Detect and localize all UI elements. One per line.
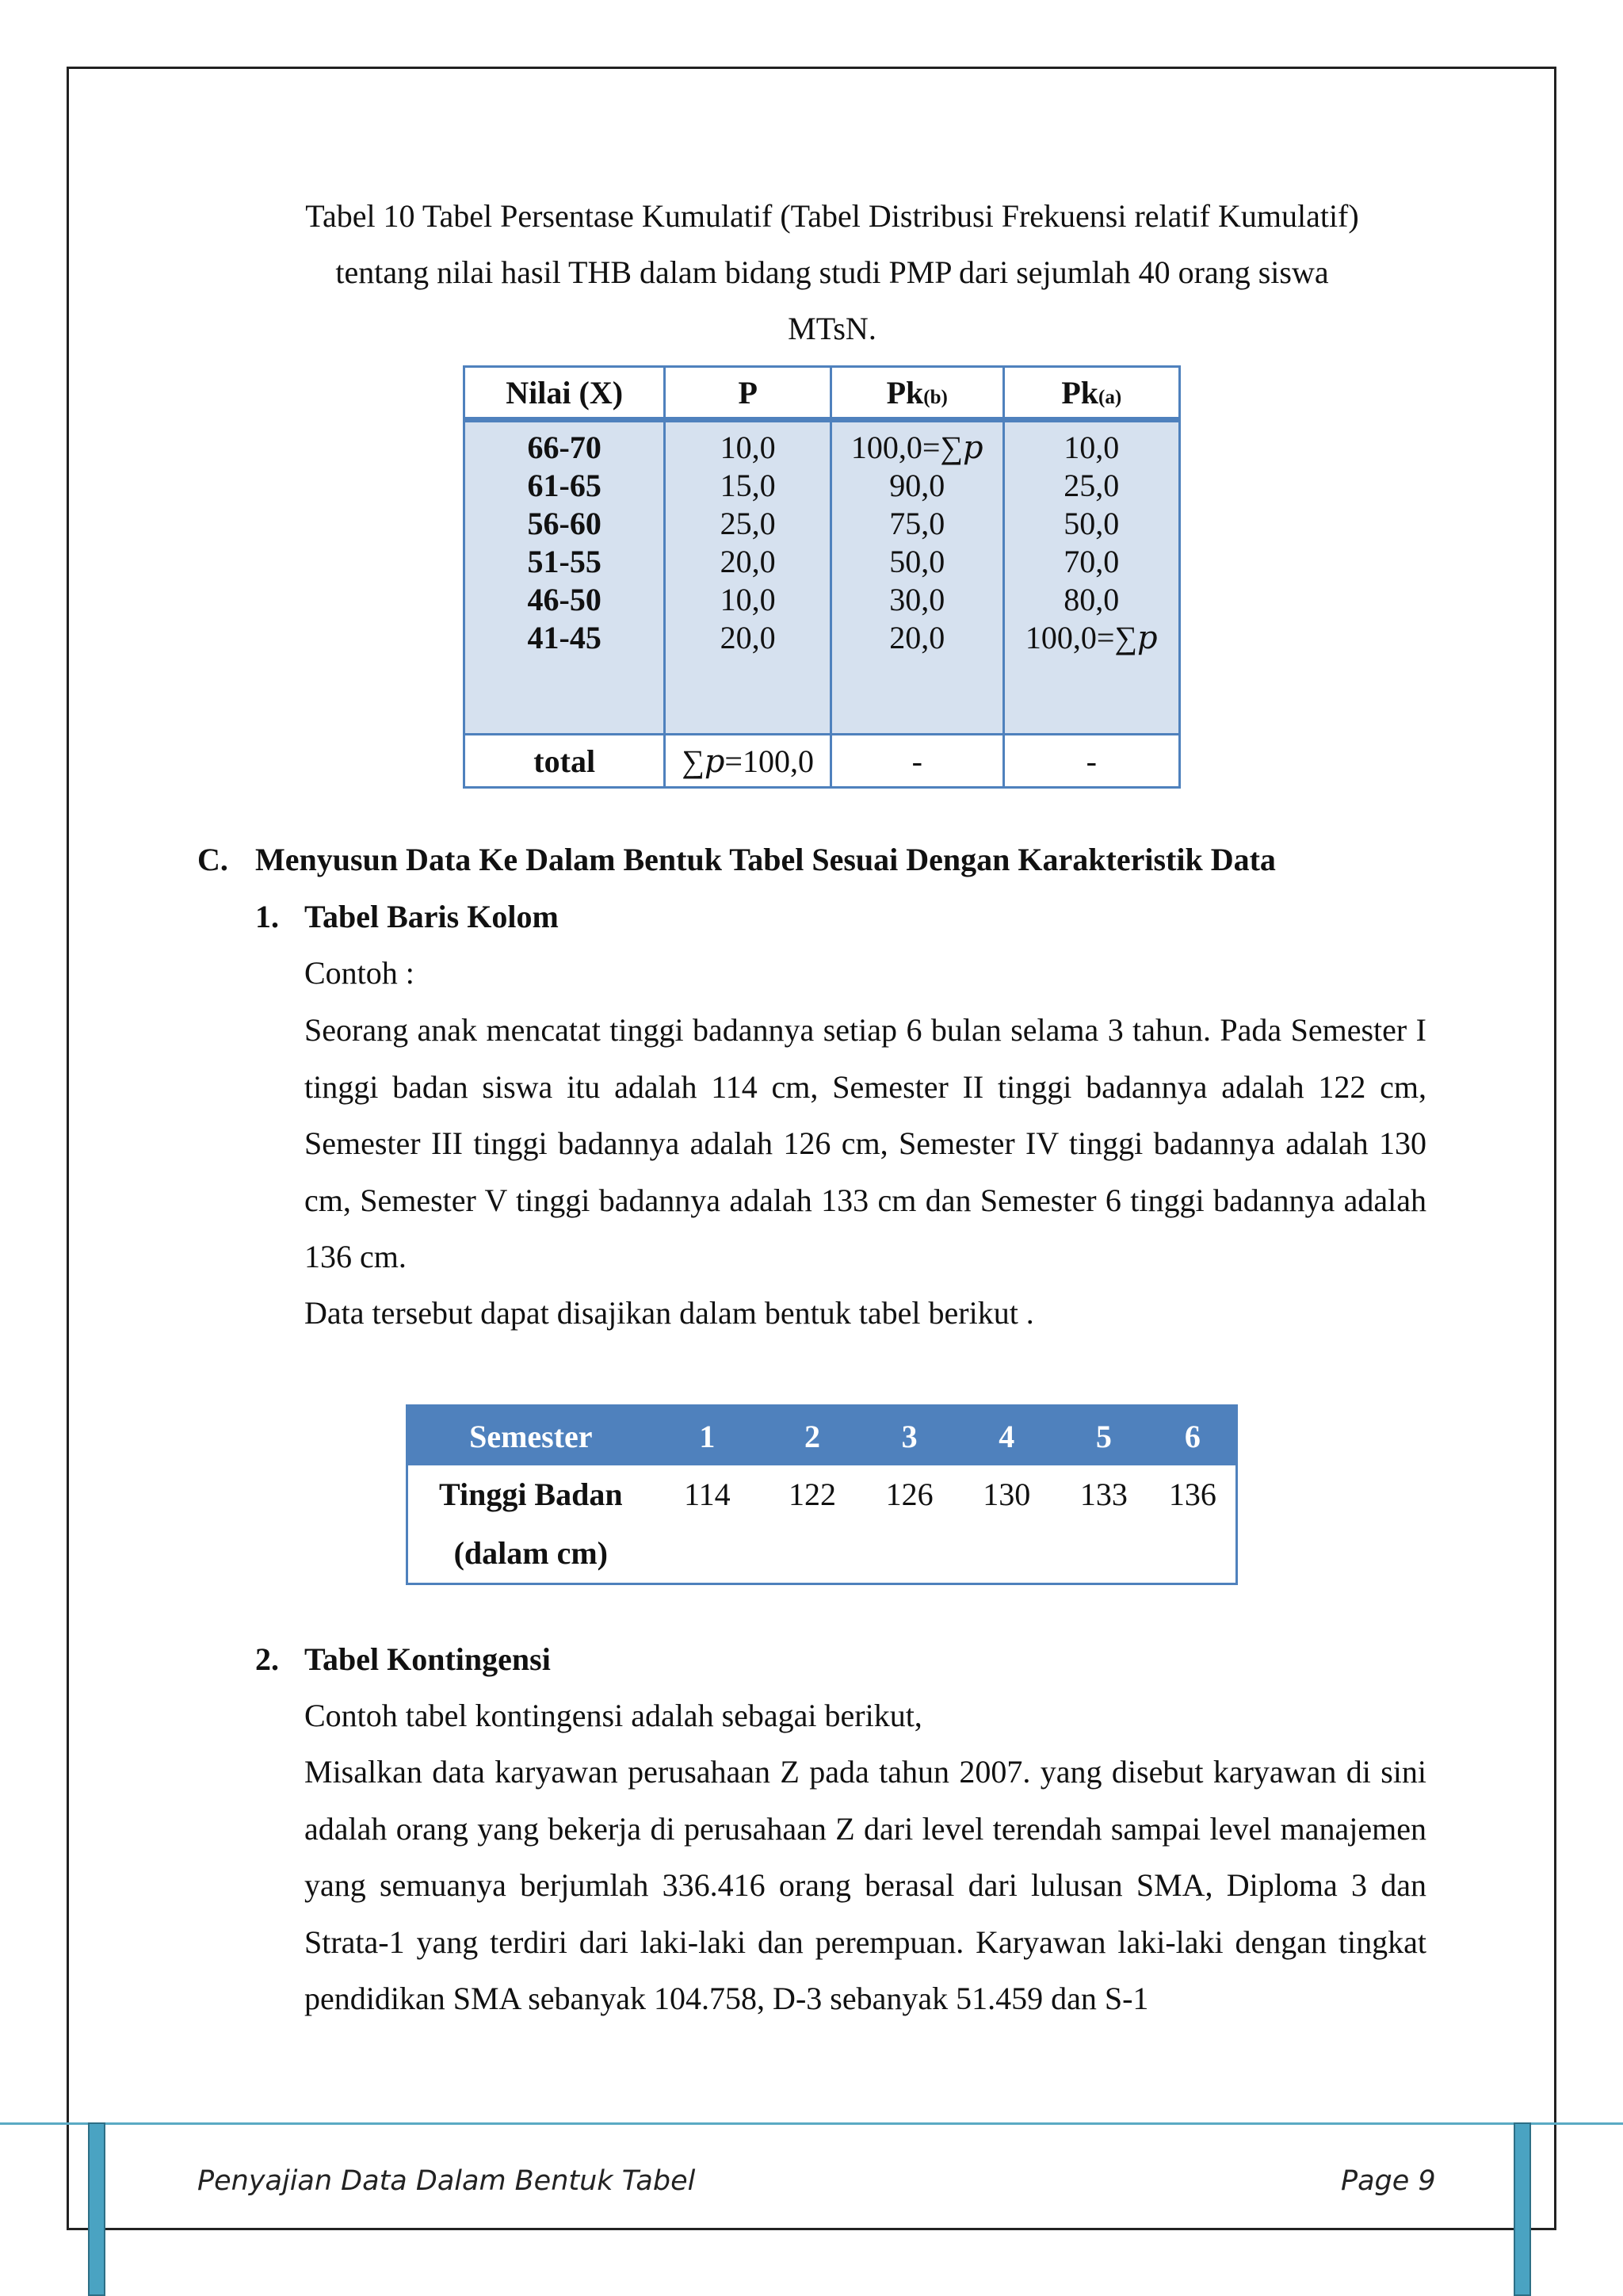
height-row bbox=[407, 1465, 1237, 1584]
header-pka: Pk(a) bbox=[1003, 367, 1180, 420]
height-value: 126 bbox=[885, 1477, 934, 1512]
table-caption bbox=[238, 188, 1426, 357]
table-cell: 15,0 bbox=[720, 468, 776, 503]
semester-header-row bbox=[407, 1406, 1237, 1466]
footer-rule bbox=[0, 2122, 1623, 2125]
cumulative-percentage-table bbox=[463, 365, 1181, 789]
semester-number: 4 bbox=[955, 1406, 1058, 1466]
footer-bar-right bbox=[1514, 2122, 1531, 2296]
pkb-column bbox=[831, 420, 1003, 735]
table-cell: 46-50 bbox=[527, 582, 601, 617]
table-total-row bbox=[464, 735, 1180, 788]
semester-number: 5 bbox=[1058, 1406, 1150, 1466]
semester-header-label: Semester bbox=[407, 1406, 654, 1466]
height-label-line-2: (dalam cm) bbox=[453, 1535, 609, 1571]
paragraph-contingency-example: Misalkan data karyawan perusahaan Z pada tahun 2007. yang disebut karyawan di sini adalah orang yang bekerja di perusahaan Z dari level terendah sampai level manajemen yang semuanya berjumlah 336.416 orang berasal dari lulusan SMA, Diploma 3 dan Strata-1 yang terdiri dari laki-laki dan perempuan. Karyawan laki-laki dengan tingkat pendidikan SMA sebanyak 104.758, D-3 sebanyak 51.459 dan S-1 bbox=[304, 1754, 1426, 2016]
nilai-column bbox=[464, 420, 665, 735]
section-c-letter: C. bbox=[197, 842, 228, 877]
height-value: 133 bbox=[1079, 1477, 1128, 1512]
table-cell: 10,0 bbox=[1064, 430, 1120, 465]
header-p: P bbox=[665, 367, 831, 420]
caption-line-3: MTsN. bbox=[788, 311, 876, 346]
total-label: total bbox=[464, 735, 665, 788]
semester-number: 2 bbox=[761, 1406, 864, 1466]
table-cell: 70,0 bbox=[1064, 544, 1120, 579]
paragraph-table-intro: Data tersebut dapat disajikan dalam bentuk tabel berikut . bbox=[304, 1295, 1034, 1331]
table-cell: 10,0 bbox=[720, 582, 776, 617]
table-cell: 100,0=∑𝑝 bbox=[850, 430, 983, 465]
contoh-kontingensi: Contoh tabel kontingensi adalah sebagai berikut, bbox=[304, 1698, 922, 1733]
pka-column bbox=[1003, 420, 1180, 735]
table-cell: 30,0 bbox=[889, 582, 945, 617]
height-row-label bbox=[407, 1465, 654, 1584]
height-value: 136 bbox=[1168, 1477, 1216, 1512]
caption-line-1: Tabel 10 Tabel Persentase Kumulatif (Tabel Distribusi Frekuensi relatif Kumulatif) bbox=[305, 198, 1359, 234]
table-cell: 20,0 bbox=[720, 620, 776, 655]
table-cell: 10,0 bbox=[720, 430, 776, 465]
p-column bbox=[665, 420, 831, 735]
table-cell: 50,0 bbox=[1064, 506, 1120, 541]
table-cell: 41-45 bbox=[527, 620, 601, 655]
table-cell: 25,0 bbox=[720, 506, 776, 541]
height-by-semester-table bbox=[406, 1404, 1238, 1585]
table-body-row bbox=[464, 420, 1180, 735]
header-nilai: Nilai (X) bbox=[464, 367, 665, 420]
total-pkb: - bbox=[831, 735, 1003, 788]
section-c-title: Menyusun Data Ke Dalam Bentuk Tabel Sesuai Dengan Karakteristik Data bbox=[255, 842, 1276, 877]
footer-page-number: Page 9 bbox=[1341, 2165, 1436, 2197]
sub1-title: Tabel Baris Kolom bbox=[304, 899, 559, 934]
semester-number: 3 bbox=[864, 1406, 956, 1466]
height-value: 130 bbox=[983, 1477, 1031, 1512]
table-cell: 50,0 bbox=[889, 544, 945, 579]
table-cell: 56-60 bbox=[527, 506, 601, 541]
table-cell: 66-70 bbox=[527, 430, 601, 465]
table-cell: 75,0 bbox=[889, 506, 945, 541]
total-pka: - bbox=[1003, 735, 1180, 788]
sub1-number: 1. bbox=[255, 899, 279, 934]
table-cell: 20,0 bbox=[889, 620, 945, 655]
caption-line-2: tentang nilai hasil THB dalam bidang studi PMP dari sejumlah 40 orang siswa bbox=[335, 254, 1329, 290]
footer-bar-left bbox=[88, 2122, 105, 2296]
table-cell: 100,0=∑𝑝 bbox=[1025, 620, 1158, 655]
table-cell: 51-55 bbox=[527, 544, 601, 579]
semester-number: 1 bbox=[654, 1406, 762, 1466]
semester-number: 6 bbox=[1150, 1406, 1237, 1466]
header-pkb: Pk(b) bbox=[831, 367, 1003, 420]
paragraph-height-example: Seorang anak mencatat tinggi badannya setiap 6 bulan selama 3 tahun. Pada Semester I tinggi badan siswa itu adalah 114 cm, Semester II tinggi badannya adalah 122 cm, Semester III tinggi badannya adalah 126 cm, Semester IV tinggi badannya adalah 130 cm, Semester V tinggi badannya adalah 133 cm dan Semester 6 tinggi badannya adalah 136 cm. bbox=[304, 1012, 1426, 1274]
height-label-line-1: Tinggi Badan bbox=[439, 1477, 623, 1512]
height-value: 114 bbox=[684, 1477, 731, 1512]
table-cell: 20,0 bbox=[720, 544, 776, 579]
table-cell: 90,0 bbox=[889, 468, 945, 503]
footer-title: Penyajian Data Dalam Bentuk Tabel bbox=[197, 2165, 696, 2197]
sub2-number: 2. bbox=[255, 1641, 279, 1677]
table-cell: 61-65 bbox=[527, 468, 601, 503]
table-cell: 80,0 bbox=[1064, 582, 1120, 617]
table-cell: 25,0 bbox=[1064, 468, 1120, 503]
contoh-label: Contoh : bbox=[304, 955, 414, 991]
total-p: ∑𝑝=100,0 bbox=[665, 735, 831, 788]
sub2-title: Tabel Kontingensi bbox=[304, 1641, 551, 1677]
table-header-row bbox=[464, 367, 1180, 420]
height-value: 122 bbox=[788, 1477, 836, 1512]
